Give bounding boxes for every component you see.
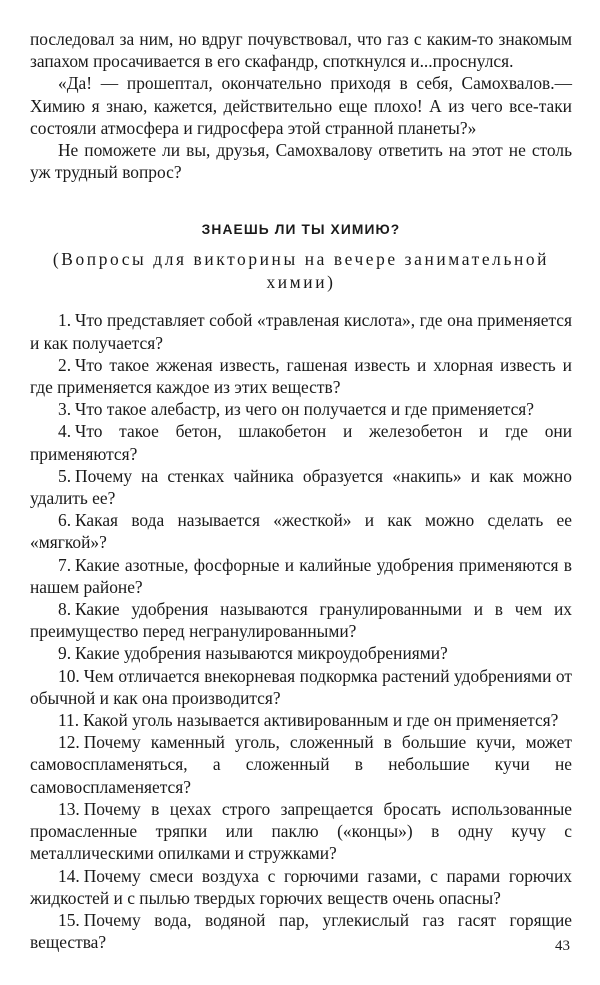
question-number: 14. [58, 865, 80, 886]
question-text: Что такое бетон, шлакобетон и железобетон и где они применяются? [30, 421, 572, 464]
question-number: 13. [58, 798, 80, 819]
section-title: ЗНАЕШЬ ЛИ ТЫ ХИМИЮ? [201, 222, 401, 238]
question-item [30, 731, 572, 798]
page-body [30, 28, 572, 953]
question-number: 1. [58, 310, 72, 331]
question-number: 3. [58, 399, 72, 420]
question-text: Почему на стенках чайника образуется «накипь» и как можно удалить ее? [30, 465, 572, 509]
question-text: Почему в цехах строго запрещается бросать использованные промасленные тряпки или паклю («концы») в одну кучу с металлическими опилками и стружками? [30, 798, 572, 864]
question-item [30, 509, 572, 553]
question-text: Почему смеси воздуха с горючими газами, с парами горючих жидкостей и с пылью твердых горючих веществ очень опасны? [30, 865, 572, 908]
question-item [30, 354, 572, 398]
question-number: 11. [58, 710, 80, 731]
question-text: Что такое жженая известь, гашеная известь и хлорная известь и где применяется каждое из этих веществ? [30, 354, 572, 398]
question-item [30, 309, 572, 353]
question-item [30, 554, 572, 598]
question-number: 9. [58, 643, 72, 664]
question-text: Какая вода называется «жесткой» и как можно сделать ее «мягкой»? [30, 510, 572, 553]
question-text: Что представляет собой «травленая кислота», где она применяется и как получается? [30, 310, 572, 353]
section-subtitle: (Вопросы для викторины на вечере занимательной химии) [52, 249, 550, 292]
question-text: Что такое алебастр, из чего он получается и где применяется? [75, 399, 535, 420]
question-item [30, 398, 572, 420]
question-item [30, 642, 572, 664]
question-list [30, 309, 572, 953]
question-number: 15. [58, 909, 80, 930]
question-number: 12. [58, 732, 80, 753]
question-text: Какие удобрения называются микроудобрениями? [75, 643, 448, 664]
intro-paragraph-1: последовал за ним, но вдруг почувствовал, что газ с каким-то знакомым запахом просачивается в его скафандр, споткнулся и...проснулся. [30, 29, 572, 72]
question-number: 7. [58, 554, 72, 575]
question-item [30, 865, 572, 909]
question-text: Какой уголь называется активированным и где он применяется? [83, 710, 559, 731]
question-item [30, 798, 572, 865]
intro-paragraph-3: Не поможете ли вы, друзья, Самохвалову ответить на этот не столь уж трудный вопрос? [30, 140, 572, 183]
question-text: Почему каменный уголь, сложенный в большие кучи, может самовоспламеняться, а сложенный в небольшие кучи не самовоспламеняется? [30, 732, 572, 797]
question-text: Почему вода, водяной пар, углекислый газ гасят горящие вещества? [30, 909, 572, 953]
question-item [30, 465, 572, 509]
question-number: 6. [58, 510, 72, 531]
question-text: Какие азотные, фосфорные и калийные удобрения применяются в нашем районе? [30, 554, 572, 597]
question-item [30, 598, 572, 642]
page-number: 43 [555, 938, 570, 954]
question-number: 8. [58, 599, 72, 620]
intro-paragraph-2: «Да! — прошептал, окончательно приходя в себя, Самохвалов.— Химию я знаю, кажется, действительно еще плохо! А из чего все-таки состояли атмосфера и гидросфера этой странной планеты?» [30, 73, 572, 138]
question-number: 10. [58, 665, 80, 686]
question-number: 5. [58, 465, 72, 486]
question-text: Чем отличается внекорневая подкормка растений удобрениями от обычной и как она производится? [30, 665, 572, 708]
question-item [30, 709, 572, 731]
question-item [30, 909, 572, 953]
question-number: 2. [58, 354, 72, 375]
question-text: Какие удобрения называются гранулированными и в чем их преимущество перед негранулированными? [30, 599, 572, 642]
question-item [30, 420, 572, 464]
question-item [30, 665, 572, 709]
question-number: 4. [58, 421, 72, 442]
